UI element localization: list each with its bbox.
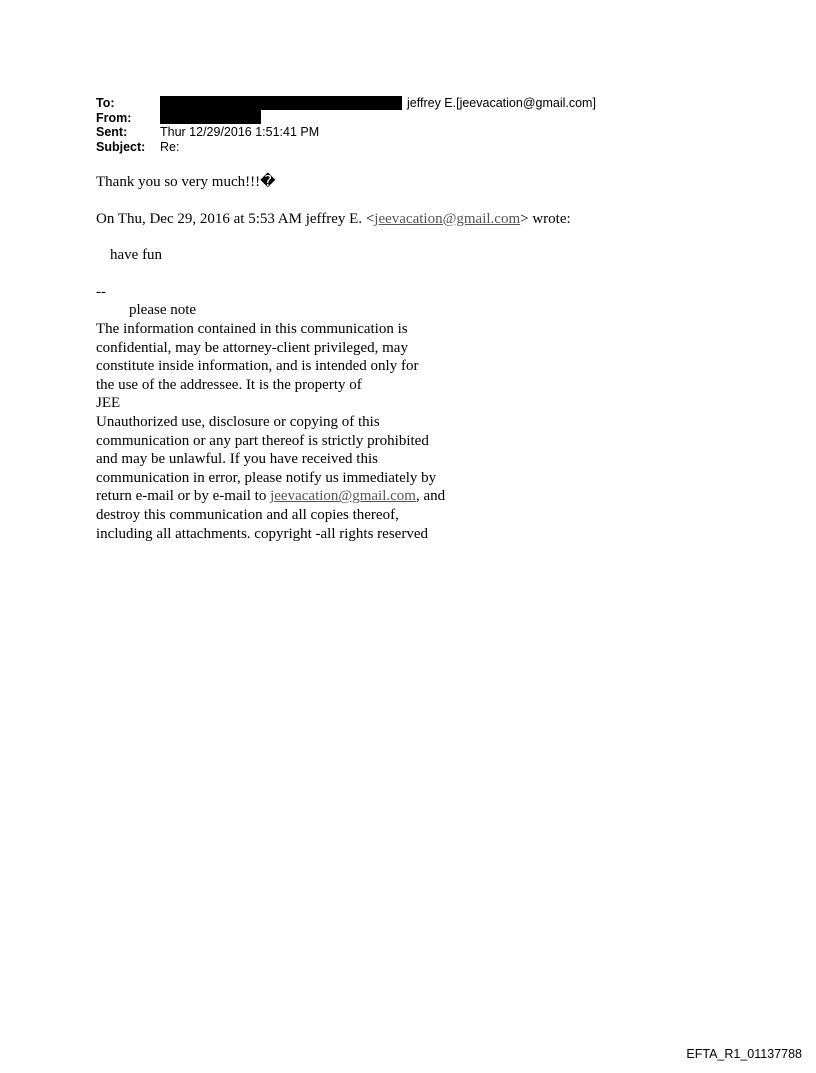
disclaimer-line: the use of the addressee. It is the property of <box>96 376 362 393</box>
to-value: jeffrey E.[jeevacation@gmail.com] <box>407 96 596 110</box>
disclaimer-line: destroy this communication and all copies thereof, <box>96 506 399 523</box>
disclaimer-line: communication in error, please notify us immediately by <box>96 469 437 486</box>
disclaimer-email-prefix: return e-mail or by e-mail to <box>96 488 271 505</box>
quote-intro-suffix: > wrote: <box>520 210 571 227</box>
disclaimer-line: constitute inside information, and is intended only for <box>96 358 419 375</box>
disclaimer-line: and may be unlawful. If you have received this <box>96 451 378 468</box>
signature-note: please note <box>129 302 197 319</box>
signature-dashes: -- <box>96 283 106 300</box>
subject-value: Re: <box>160 139 180 154</box>
disclaimer-line: Unauthorized use, disclosure or copying of this <box>96 413 380 430</box>
redaction-box <box>160 96 402 110</box>
to-label: To: <box>96 96 115 110</box>
quote-intro-prefix: On Thu, Dec 29, 2016 at 5:53 AM jeffrey E. < <box>96 210 375 227</box>
disclaimer <box>96 320 736 543</box>
document-id: EFTA_R1_01137788 <box>686 1047 802 1061</box>
redaction-box <box>160 109 261 124</box>
disclaimer-line: communication or any part thereof is strictly prohibited <box>96 432 429 449</box>
email-body <box>96 173 736 543</box>
subject-label: Subject: <box>96 139 146 154</box>
disclaimer-email-line <box>96 487 736 506</box>
disclaimer-line: confidential, may be attorney-client privileged, may <box>96 339 408 356</box>
disclaimer-email-suffix: , and <box>415 488 446 505</box>
sent-label: Sent: <box>96 125 128 139</box>
disclaimer-email-link[interactable]: jeevacation@gmail.com <box>270 488 416 505</box>
disclaimer-line: JEE <box>96 395 121 412</box>
sent-value: Thur 12/29/2016 1:51:41 PM <box>160 125 320 139</box>
from-label: From: <box>96 110 132 125</box>
quote-email-link[interactable]: jeevacation@gmail.com <box>374 210 521 227</box>
disclaimer-line: including all attachments. copyright -all rights reserved <box>96 525 428 542</box>
disclaimer-line: The information contained in this communication is <box>96 320 408 337</box>
quoted-message: have fun <box>110 247 163 264</box>
greeting-text: Thank you so very much!!!� <box>96 174 276 190</box>
quote-intro <box>96 210 736 229</box>
